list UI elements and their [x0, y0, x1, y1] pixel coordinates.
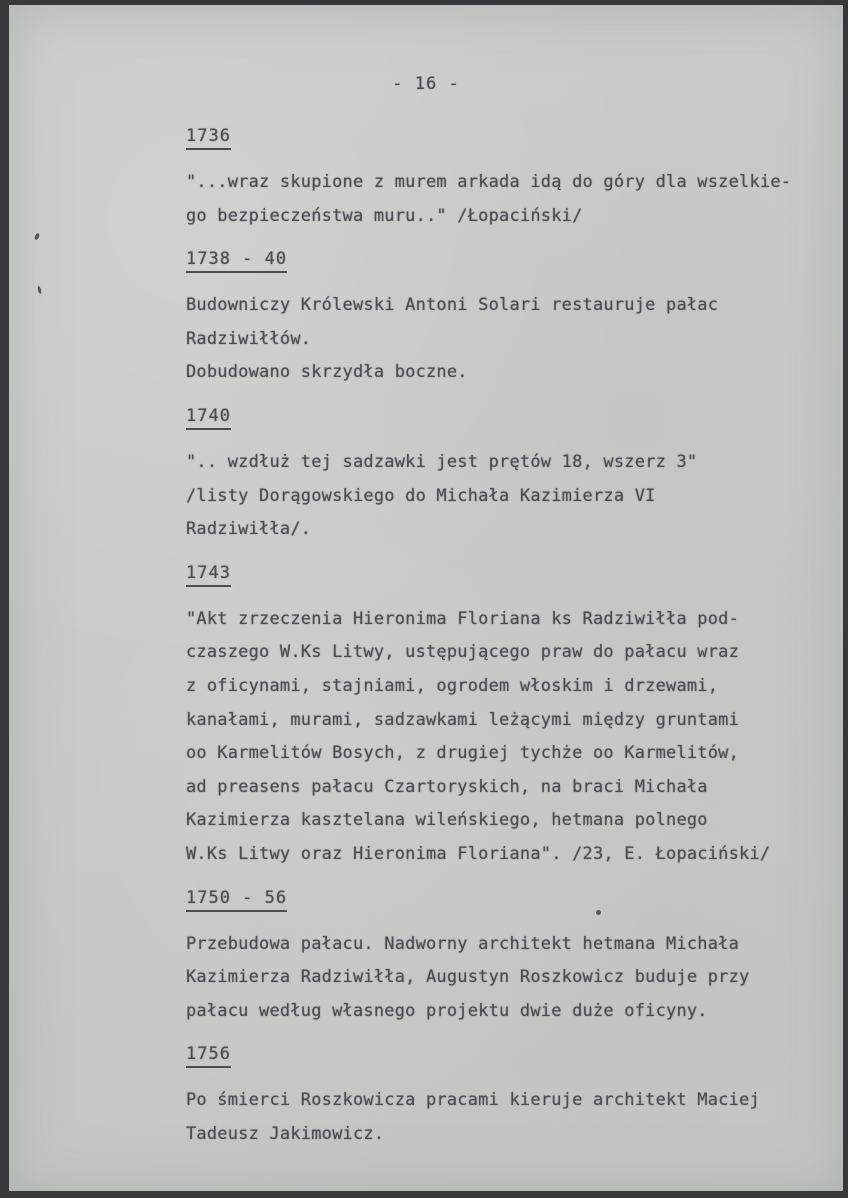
chronology-section: [186, 399, 795, 547]
section-text: [186, 446, 795, 547]
year-heading: [186, 881, 795, 915]
year-heading: [186, 1037, 795, 1071]
text-line: Po śmierci Roszkowicza pracami kieruje architekt Maciej: [186, 1090, 760, 1111]
text-line: ".. wzdłuż tej sadzawki jest prętów 18, wszerz 3": [186, 451, 698, 472]
year-heading-text: 1756: [186, 1044, 231, 1068]
text-line: Kazimierza kasztelana wileńskiego, hetmana polnego: [186, 810, 708, 831]
chronology-section: [186, 119, 795, 233]
text-line: Dobudowano skrzydła boczne.: [186, 362, 468, 383]
year-heading: [186, 399, 795, 433]
chronology-section: [186, 242, 795, 390]
text-line: go bezpieczeństwa muru.." /Łopaciński/: [186, 205, 583, 226]
document-content: [186, 119, 795, 1151]
section-text: [186, 1084, 795, 1151]
text-line: W.Ks Litwy oraz Hieronima Floriana". /23, E. Łopaciński/: [186, 843, 771, 864]
section-text: [186, 603, 795, 872]
text-line: ad preasens pałacu Czartoryskich, na braci Michała: [186, 776, 708, 797]
chronology-section: [186, 1037, 795, 1151]
text-line: Radziwiłła/.: [186, 519, 312, 540]
text-line: kanałami, murami, sadzawkami leżącymi między gruntami: [186, 709, 740, 730]
text-line: Tadeusz Jakimowicz.: [186, 1123, 385, 1144]
section-text: [186, 928, 795, 1029]
year-heading: [186, 119, 795, 153]
text-line: pałacu według własnego projektu dwie duże oficyny.: [186, 1000, 708, 1021]
chronology-section: [186, 556, 795, 872]
year-heading: [186, 556, 795, 590]
year-heading-text: 1743: [186, 563, 231, 587]
text-line: oo Karmelitów Bosych, z drugiej tychże oo Karmelitów,: [186, 743, 740, 764]
chronology-section: [186, 881, 795, 1029]
section-text: [186, 166, 795, 233]
text-line: Radziwiłłów.: [186, 328, 312, 349]
text-line: "...wraz skupione z murem arkada idą do góry dla wszelkie-: [186, 172, 792, 192]
year-heading-text: 1740: [186, 406, 231, 430]
page-number: - 16 -: [392, 74, 460, 94]
year-heading-text: 1738 - 40: [186, 249, 287, 273]
text-line: Kazimierza Radziwiłła, Augustyn Roszkowicz buduje przy: [186, 967, 750, 988]
ink-speck: [37, 286, 42, 295]
section-text: [186, 289, 795, 390]
text-line: "Akt zrzeczenia Hieronima Floriana ks Radziwiłła pod-: [186, 608, 740, 629]
year-heading-text: 1750 - 56: [186, 888, 287, 912]
text-line: Budowniczy Królewski Antoni Solari restauruje pałac: [186, 295, 719, 316]
paper: [9, 5, 843, 1191]
ink-speck: [34, 232, 41, 240]
year-heading-text: 1736: [186, 126, 231, 150]
text-line: z oficynami, stajniami, ogrodem włoskim i drzewami,: [186, 675, 719, 696]
text-line: /listy Dorągowskiego do Michała Kazimierza VI: [186, 485, 656, 506]
ink-speck: [596, 910, 601, 915]
text-line: czaszego W.Ks Litwy, ustępującego praw do pałacu wraz: [186, 642, 740, 663]
year-heading: [186, 242, 795, 276]
text-line: Przebudowa pałacu. Nadworny architekt hetmana Michała: [186, 933, 740, 954]
